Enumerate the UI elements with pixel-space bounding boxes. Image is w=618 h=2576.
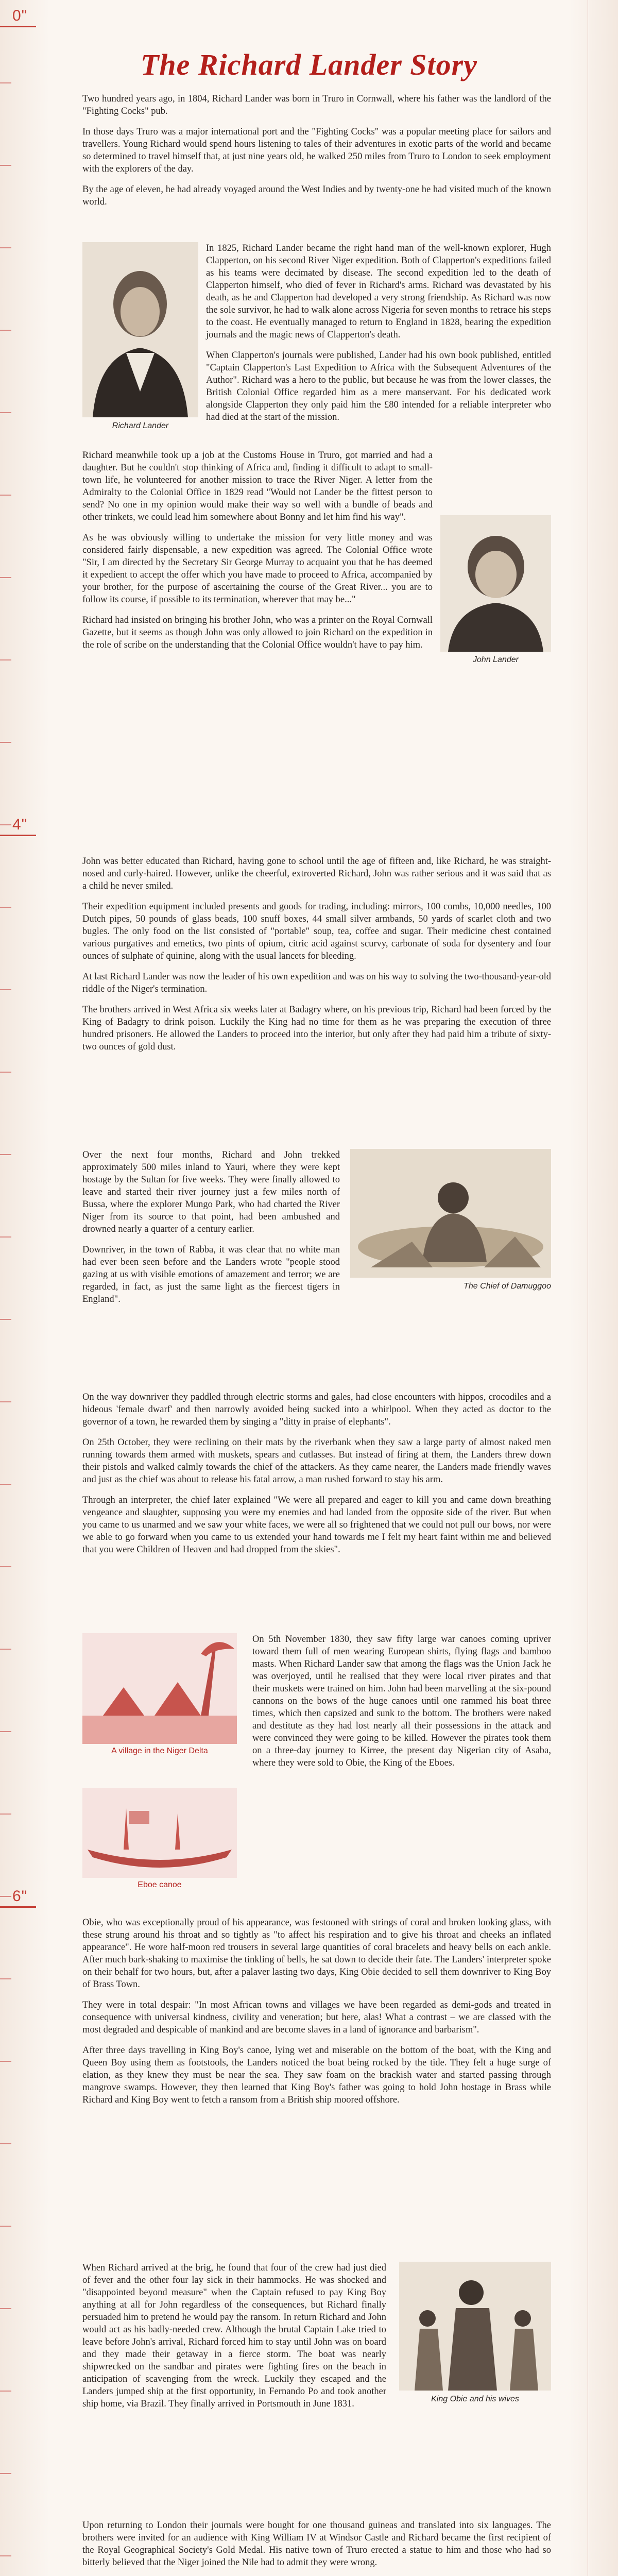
ruler-minor-tick	[0, 2061, 11, 2062]
ruler-minor-tick	[0, 2226, 11, 2227]
paragraph: On the way downriver they paddled through electric storms and gales, had close encounters with hippos, crocodiles and a hideous 'female dwarf' and then narrowly avoided being sucked into a whirlpool. When they acted as doctor to the governor of a town, he rewarded them by singing a "ditty in praise of elephants".	[82, 1392, 551, 1427]
chief-of-damuggoo-illustration	[350, 1149, 551, 1278]
ruler-minor-tick	[0, 1649, 11, 1650]
ruler-minor-tick	[0, 82, 11, 83]
story-column-10	[82, 2519, 551, 2576]
story-column-7	[252, 1633, 551, 1777]
ruler-minor-tick	[0, 1896, 11, 1897]
paragraph: As he was obviously willing to undertake the mission for very little money and was considered fairly dispensable, a new expedition was agreed. The Colonial Office wrote "Sir, I am directed by the Secretary Sir George Murray to acquaint you that he has deemed it expedient to accept the offer which you have made to proceed to Africa, accompanied by your brother, for the purpose of ascertaining the course of the Great River... you are to follow its course, if possible to its termination, wherever that may be..."	[82, 533, 433, 605]
ruler-major-tick	[0, 1906, 36, 1908]
ruler-minor-tick	[0, 2308, 11, 2309]
paragraph: Their expedition equipment included presents and goods for trading, including: mirrors, 100 combs, 10,000 needles, 100 Dutch pipes, 50 pounds of glass beads, 100 snuff boxes, 44 small silver armbands, 50 yards of scarlet cloth and two bugles. The only food on the list consisted of "portable" soup, tea, coffee and sugar. Their medicine chest contained various purgatives and emetics, two pints of opium, citric acid against scurvy, carbonate of soda for dysentery and four ounces of sulphate of quinine, along with the usual lancets for bleeding.	[82, 902, 551, 961]
richard-lander-portrait	[82, 242, 198, 417]
ruler	[0, 0, 42, 2576]
ruler-label: 6"	[12, 1888, 28, 1905]
paragraph: The brothers arrived in West Africa six weeks later at Badagry where, on his previous trip, Richard had been forced by the King of Badagry to drink poison. Luckily the King had no time for them as he was preparing the execution of three hundred prisoners. He allowed the Landers to proceed into the interior, but only after they had paid him a tribute of sixty-two ounces of gold dust.	[82, 1005, 551, 1052]
paragraph: Downriver, in the town of Rabba, it was clear that no white man had ever been seen before and the Landers wrote "people stood gazing at us with visible emotions of amazement and terror; we are regarded, in fact, as just the same light as the fiercest tigers in England".	[82, 1245, 340, 1304]
ruler-minor-tick	[0, 2143, 11, 2144]
ruler-label: 0"	[12, 7, 28, 24]
eboe-canoe-illustration	[82, 1788, 237, 1878]
ruler-minor-tick	[0, 1731, 11, 1732]
king-obie-drawing	[399, 2262, 551, 2391]
niger-delta-village-illustration	[82, 1633, 237, 1744]
paragraph: In 1825, Richard Lander became the right hand man of the well-known explorer, Hugh Clapperton, on his second River Niger expedition. Both of Clapperton's expeditions failed as his teams were decimated by disease. The second expedition led to the death of Clapperton himself, who died of fever in Richard's arms. Richard was devastated by his death, as he and Clapperton had developed a very strong friendship. As Richard was now the sole survivor, he had to walk alone across Nigeria for seven months to retrace his steps to the coast. He eventually managed to return to England in 1828, bearing the expedition journals and the magic news of Clapperton's death.	[206, 243, 551, 340]
village-illustration	[82, 1633, 237, 1744]
paragraph: Through an interpreter, the chief later explained "We were all prepared and eager to kill you and came down breathing vengeance and slaughter, supposing you were my enemies and had landed from the opposite side of the river. But when you came to us unarmed and we saw your white faces, we were all so frightened that we could not pull our bows, nor were we able to go forward when you came to us extended your hand towards me I felt my heart faint within me and believed that you were Children of Heaven and had dropped from the skies".	[82, 1495, 551, 1555]
paragraph: Upon returning to London their journals were bought for one thousand guineas and translated into six languages. The brothers were invited for an audience with King William IV at Windsor Castle and Richard became the first recipient of the Royal Geographical Society's Gold Medal. His native town of Truro erected a statue to him and those who had so bitterly believed that the Niger joined the Nile had to admit they were wrong.	[82, 2520, 551, 2568]
ruler-label: 4"	[12, 816, 28, 833]
ruler-minor-tick	[0, 1401, 11, 1402]
ruler-minor-tick	[0, 1319, 11, 1320]
caption-canoe: Eboe canoe	[138, 1880, 182, 1889]
story-column-1	[82, 93, 551, 216]
ruler-minor-tick	[0, 659, 11, 660]
story-column-9	[82, 2262, 386, 2418]
ruler-minor-tick	[0, 1978, 11, 1979]
caption-chief: The Chief of Damuggoo	[464, 1282, 551, 1291]
paragraph: Over the next four months, Richard and John trekked approximately 500 miles inland to Yauri, where they were kept hostage by the Sultan for five weeks. They were finally allowed to leave and started their river journey just a few miles north of Bussa, where the explorer Mungo Park, who had charted the River Niger from its source to that point, had been ambushed and drowned nearly a quarter of a century earlier.	[82, 1150, 340, 1234]
page-title: The Richard Lander Story	[141, 48, 477, 81]
ruler-minor-tick	[0, 907, 11, 908]
paragraph: They were in total despair: "In most African towns and villages we have been regarded as demi-gods and treated in consequence with universal kindness, civility and veneration; but here, alas! What a contrast – we are classed with the most degraded and despicable of mankind and are become slaves in a land of ignorance and barbarism".	[82, 2000, 551, 2035]
caption-richard: Richard Lander	[112, 421, 169, 430]
paragraph: On 25th October, they were reclining on their mats by the riverbank when they saw a large party of almost naked men running towards them armed with muskets, spears and cutlasses. But instead of firing at them, the Landers threw down their pistols and walked calmly towards the chief of the attackers. As they came nearer, the Landers made friendly waves and just as the chief was about to release his fatal arrow, a man rushed forward to stay his arm.	[82, 1437, 551, 1485]
paragraph: In those days Truro was a major international port and the "Fighting Cocks" was a popular meeting place for sailors and travellers. Young Richard would spend hours listening to tales of their adventures in exotic parts of the world and became so determined to travel himself that, at just nine years old, he walked 250 miles from Truro to London to seek employment with the explorers of the day.	[82, 127, 551, 174]
ruler-minor-tick	[0, 742, 11, 743]
paragraph: On 5th November 1830, they saw fifty large war canoes coming upriver toward them full of men wearing European shirts, flying flags and bamboo masts. When Richard Lander saw that among the flags was the Union Jack he was overjoyed, until he realised that they were local river pirates and that their muskets were trained on him. John had been marvelling at the six-pound cannons on the bows of the huge canoes until one rammed his boat three times, which then capsized and sunk to the bottom. The brothers were naked and destitute as they had lost nearly all their possessions in the attack and were convinced they were going to be killed. However the pirates took them on a three-day journey to Kirree, the present day Nigerian city of Asaba, where they were sold to Obie, the King of the Eboes.	[252, 1634, 551, 1768]
canoe-illustration	[82, 1788, 237, 1878]
ruler-minor-tick	[0, 989, 11, 990]
paragraph: At last Richard Lander was now the leader of his own expedition and was on his way to solving the two-thousand-year-old riddle of the Niger's termination.	[82, 972, 551, 994]
paragraph: When Clapperton's journals were published, Lander had his own book published, entitled "Captain Clapperton's Last Expedition to Africa with the Subsequent Adventures of the Author". Richard was a hero to the public, but because he was from the lower classes, the British Colonial Office regarded him as a mere manservant. For his dedicated work alongside Clapperton they only paid him the £80 intended for a reliable interpreter who had died at the start of the mission.	[206, 350, 551, 422]
ruler-minor-tick	[0, 165, 11, 166]
ruler-minor-tick	[0, 247, 11, 248]
ruler-minor-tick	[0, 2473, 11, 2474]
ruler-minor-tick	[0, 1154, 11, 1155]
caption-village: A village in the Niger Delta	[111, 1747, 208, 1755]
caption-king-obie: King Obie and his wives	[431, 2395, 519, 2403]
ruler-major-tick	[0, 835, 36, 836]
ruler-minor-tick	[0, 2391, 11, 2392]
paragraph: Richard had insisted on bringing his brother John, who was a printer on the Royal Cornwall Gazette, but it seems as though John was only allowed to join Richard on the expedition in the role of scribe on the understanding that the Colonial Office wouldn't have to pay him.	[82, 615, 433, 650]
ruler-minor-tick	[0, 1566, 11, 1567]
story-column-2	[206, 242, 551, 432]
ruler-minor-tick	[0, 412, 11, 413]
paragraph: After three days travelling in King Boy's canoe, lying wet and miserable on the bottom of the boat, with the King and Queen Boy using them as footstools, the Landers noticed the boat being rocked by the tide. They felt a huge surge of elation, as they knew they must be near the sea. They saw foam on the brackish water and started passing through mangrove swamps. However, they then learned that King Boy's father was going to hold John hostage in Brass while Richard and King Boy went to fetch a ransom from a British ship moored offshore.	[82, 2045, 551, 2105]
paragraph: By the age of eleven, he had already voyaged around the West Indies and by twenty-one he had visited much of the known world.	[82, 184, 551, 207]
chief-illustration	[350, 1149, 551, 1278]
ruler-minor-tick	[0, 1484, 11, 1485]
ruler-minor-tick	[0, 1072, 11, 1073]
story-column-5	[82, 1149, 340, 1314]
ruler-minor-tick	[0, 495, 11, 496]
paragraph: Two hundred years ago, in 1804, Richard Lander was born in Truro in Cornwall, where his father was the landlord of the "Fighting Cocks" pub.	[82, 94, 551, 116]
ruler-minor-tick	[0, 1814, 11, 1815]
paragraph: Richard meanwhile took up a job at the Customs House in Truro, got married and had a daughter. But he couldn't stop thinking of Africa and, finding it difficult to adapt to small-town life, he volunteered for another mission to trace the River Niger. A letter from the Admiralty to the Colonial Office in 1829 read "Would not Lander be the fittest person to send? No one in my opinion would make their way so well with a bundle of beads and other trinkets, we could lead him somewhere about Bonny and let him find his way".	[82, 450, 433, 522]
paragraph: Obie, who was exceptionally proud of his appearance, was festooned with strings of coral and broken looking glass, with these strung around his throat and so tightly as "to affect his respiration and to give his throat and cheeks an inflated appearance". He wore half-moon red trousers in several large quantities of coral bracelets and heavy bells on each ankle. After much bark-shaking to maximise the tinkling of bells, he sat down to decide their fate. The Landers' interpreter spoke on their behalf for two hours, but, after a palaver lasting two days, King Obie decided to sell them downriver to King Boy of Brass Town.	[82, 1918, 551, 1990]
ruler-major-tick	[0, 26, 36, 27]
portrait-illustration	[440, 515, 551, 652]
story-column-6	[82, 1391, 551, 1564]
ruler-minor-tick	[0, 577, 11, 578]
ruler-minor-tick	[0, 330, 11, 331]
ruler-minor-tick	[0, 2555, 11, 2556]
ruler-minor-tick	[0, 1236, 11, 1238]
paragraph: When Richard arrived at the brig, he found that four of the crew had just died of fever and the other four lay sick in their hammocks. He was shocked and "disappointed beyond measure" when the Captain refused to pay King Boy anything at all for John regardless of the consequences, but Richard finally persuaded him to pretend he would pay the ransom. In return Richard and John would act as his badly-needed crew. Although the brutal Captain Lake tried to leave before John's arrival, Richard forced him to stay until John was on board and they made their getaway in a fierce storm. The boat was nearly shipwrecked on the sandbar and pirates were fighting fires on the beach in anticipation of scavenging from the wreck. Luckily they escaped and the Landers jumped ship at the first opportunity, in Fernando Po and took another ship home, via Brazil. They finally arrived in Portsmouth in June 1831.	[82, 2263, 386, 2409]
story-column-8	[82, 1917, 551, 2114]
ruler-minor-tick	[0, 824, 11, 825]
portrait-illustration	[82, 242, 198, 417]
king-obie-illustration	[399, 2262, 551, 2391]
story-column-3	[82, 449, 433, 659]
story-column-4	[82, 855, 551, 1061]
paragraph: John was better educated than Richard, having gone to school until the age of fifteen and, like Richard, he was straight-nosed and curly-haired. However, unlike the cheerful, extroverted Richard, John was rather serious and it was said that as a child he never smiled.	[82, 856, 551, 891]
john-lander-portrait	[440, 515, 551, 652]
caption-john: John Lander	[473, 655, 519, 664]
